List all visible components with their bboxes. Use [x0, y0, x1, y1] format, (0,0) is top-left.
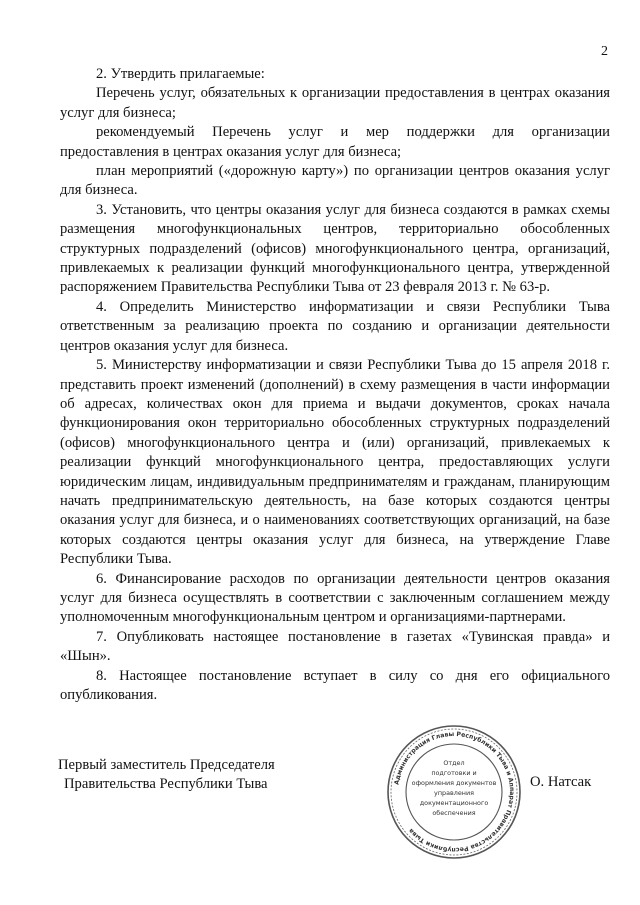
official-stamp [385, 723, 523, 861]
stamp-seal-icon [385, 723, 523, 861]
list-item-recommended: рекомендуемый Перечень услуг и мер поддержки для организации предоставления в центрах оказания услуг для бизнеса; [60, 124, 610, 160]
signature-title-line-1: Первый заместитель Председателя [58, 757, 275, 773]
paragraph-4: 4. Определить Министерство информатизации и связи Республики Тыва ответственным за реализацию проекта по созданию и организации деятельности центров оказания услуг для бизнеса. [60, 298, 610, 354]
paragraph-6: 6. Финансирование расходов по организации деятельности центров оказания услуг для бизнеса осуществлять в соответствии с заключенным соглашением между уполномоченным многофункциональным центром и организациями-партнерами. [60, 570, 610, 626]
stamp-outer-text: Администрация Главы Республики Тыва и Аппарат Правительства Республики Тыва [393, 730, 516, 854]
list-item-roadmap: план мероприятий («дорожную карту») по организации центров оказания услуг для бизнеса. [60, 163, 610, 199]
stamp-line-4: управления [434, 789, 474, 797]
signature-title-line-2: Правительства Республики Тыва [64, 776, 268, 792]
stamp-line-5: документационного [419, 799, 489, 807]
signatory-name: О. Натсак [530, 774, 592, 790]
paragraph-5: 5. Министерству информатизации и связи Республики Тыва до 15 апреля 2018 г. представить проект изменений (дополнений) в схему размещения в части информации об адресах, количествах окон для приема и выдачи документов, сроках начала функционирования окон территориально обособленных структурных подразделений (офисов) многофункционального центра и (или) организаций, привлекаемых к реализации функций многофункционального центра, предоставляющих услуги юридическим лицам, индивидуальным предпринимателям и гражданам, планирующим начать предпринимательскую деятельность, на базе которых создаются центры оказания услуг для бизнеса, и о наименованиях соответствующих организаций, на базе которых создаются центры оказания услуг для бизнеса, на утверждение Главе Республики Тыва. [60, 357, 610, 568]
stamp-line-1: Отдел [443, 759, 465, 767]
stamp-line-3: оформления документов [411, 779, 497, 787]
list-item-services: Перечень услуг, обязательных к организации предоставления в центрах оказания услуг для бизнеса; [60, 85, 610, 121]
stamp-line-2: подготовки и [431, 769, 477, 777]
stamp-line-6: обеспечения [432, 809, 476, 817]
paragraph-3: 3. Установить, что центры оказания услуг для бизнеса создаются в рамках схемы размещения многофункциональных центров, территориально обособленных структурных подразделений (офисов) многофункционального центра, организаций, привлекаемых к реализации функций многофункционального центра, утвержденной распоряжением Правительства Республики Тыва от 23 февраля 2013 г. № 63-р. [60, 201, 610, 296]
page-number: 2 [601, 44, 608, 59]
paragraph-8: 8. Настоящее постановление вступает в силу со дня его официального опубликования. [60, 667, 610, 703]
paragraph-2: 2. Утвердить прилагаемые: [96, 66, 265, 82]
paragraph-7: 7. Опубликовать настоящее постановление в газетах «Тувинская правда» и «Шын». [60, 628, 610, 665]
document-body [60, 65, 610, 705]
signature-title [58, 756, 275, 794]
